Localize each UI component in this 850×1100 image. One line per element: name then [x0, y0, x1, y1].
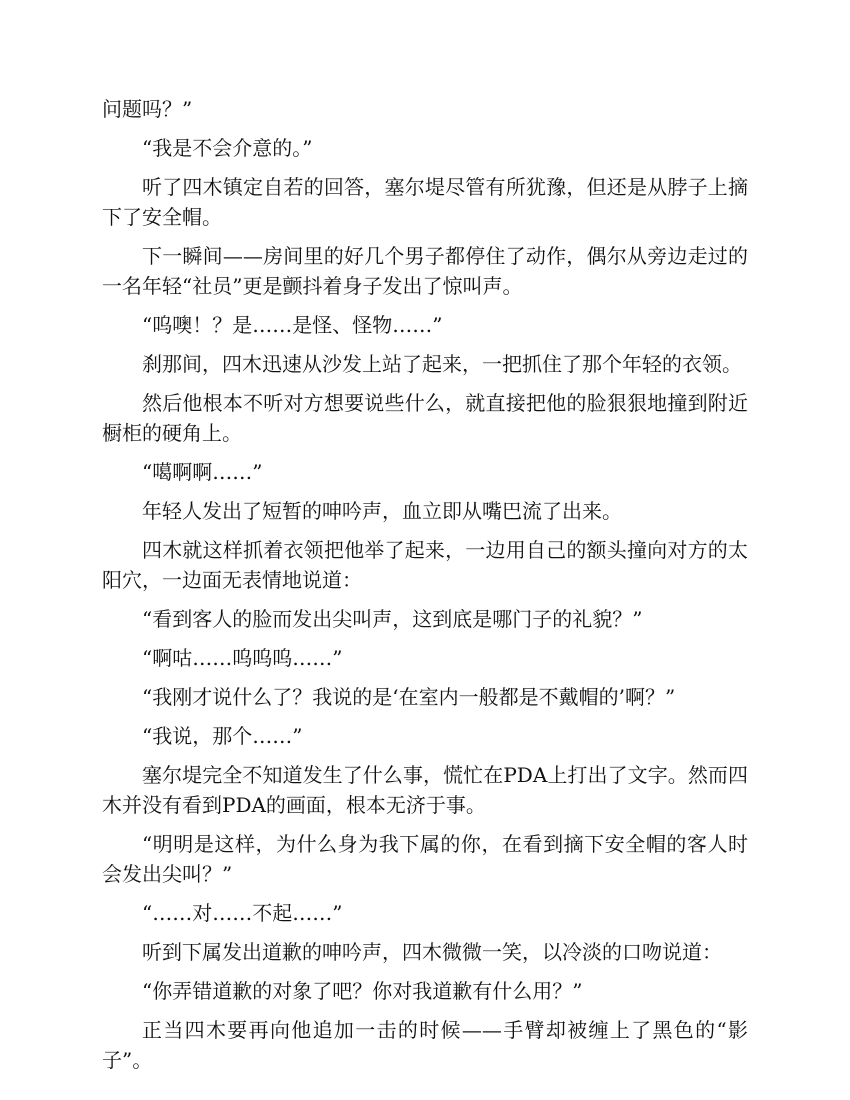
paragraph: “我说，那个……”: [142, 724, 303, 748]
paragraph-continuation: 问题吗？”: [102, 97, 193, 121]
paragraph: “啊咕……呜呜呜……”: [142, 646, 343, 670]
paragraph: “你弄错道歉的对象了吧？你对我道歉有什么用？”: [142, 979, 583, 1003]
paragraph: 听到下属发出道歉的呻吟声，四木微微一笑，以冷淡的口吻说道：: [142, 940, 722, 964]
page-body: [102, 94, 748, 1084]
paragraph: 下一瞬间——房间里的好几个男子都停住了动作，偶尔从旁边走过的一名年轻“社员”更是颤抖着身子发出了惊叫声。: [102, 244, 748, 298]
paragraph: “我是不会介意的。”: [142, 136, 313, 160]
paragraph: 听了四木镇定自若的回答，塞尔堤尽管有所犹豫，但还是从脖子上摘下了安全帽。: [102, 175, 748, 229]
paragraph: 然后他根本不听对方想要说些什么，就直接把他的脸狠狠地撞到附近橱柜的硬角上。: [102, 391, 748, 445]
paragraph: 正当四木要再向他追加一击的时候——手臂却被缠上了黑色的“影子”。: [102, 1018, 748, 1072]
paragraph: “我刚才说什么了？我说的是‘在室内一般都是不戴帽的’啊？”: [142, 685, 676, 709]
paragraph: 刹那间，四木迅速从沙发上站了起来，一把抓住了那个年轻的衣领。: [142, 352, 742, 376]
paragraph: “呜噢！？是……是怪、怪物……”: [142, 313, 443, 337]
paragraph: “噶啊啊……”: [142, 460, 263, 484]
paragraph: 四木就这样抓着衣领把他举了起来，一边用自己的额头撞向对方的太阳穴，一边面无表情地说道：: [102, 538, 748, 592]
paragraph: “看到客人的脸而发出尖叫声，这到底是哪门子的礼貌？”: [142, 607, 643, 631]
paragraph: “……对……不起……”: [142, 901, 343, 925]
paragraph: 年轻人发出了短暂的呻吟声，血立即从嘴巴流了出来。: [142, 499, 622, 523]
paragraph: “明明是这样，为什么身为我下属的你，在看到摘下安全帽的客人时会发出尖叫？”: [102, 832, 748, 886]
paragraph: 塞尔堤完全不知道发生了什么事，慌忙在PDA上打出了文字。然而四木并没有看到PDA的画面，根本无济于事。: [102, 763, 748, 817]
